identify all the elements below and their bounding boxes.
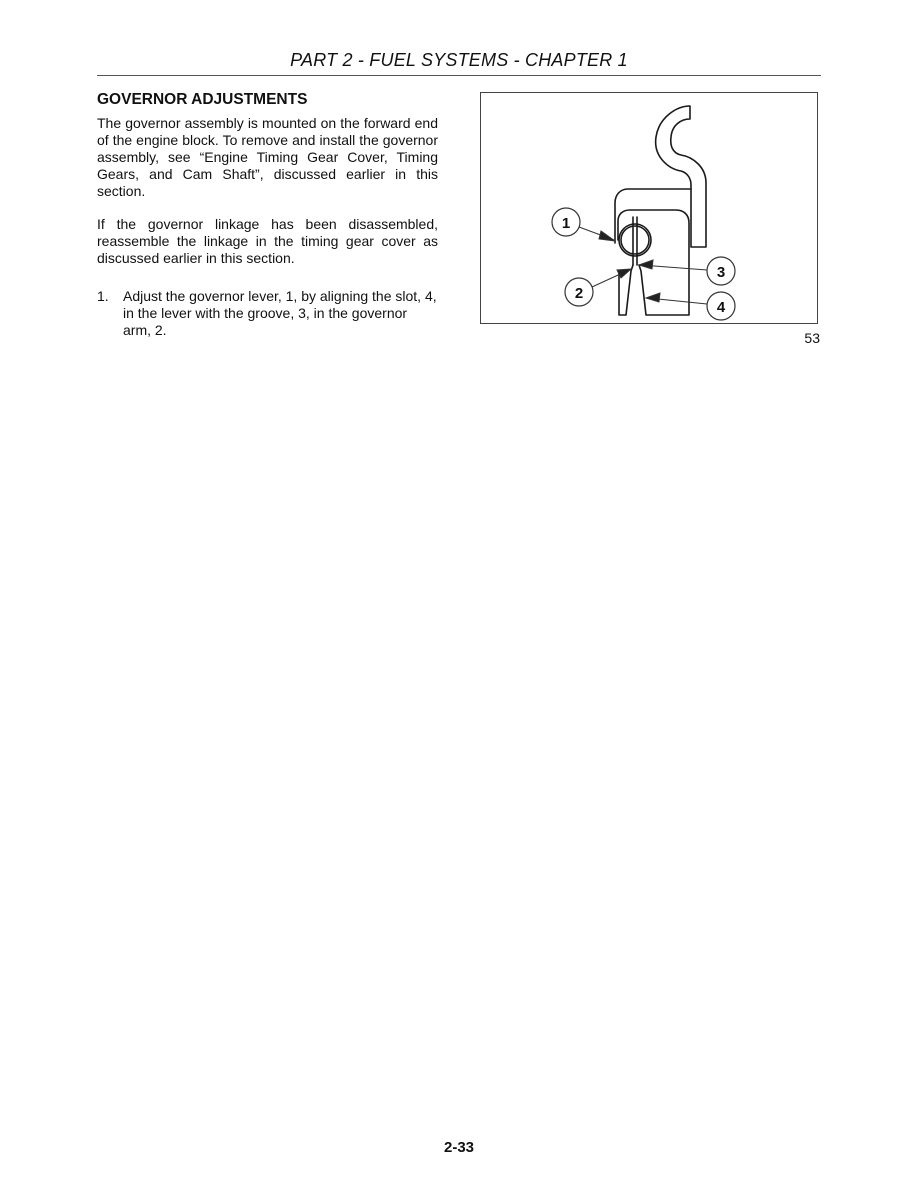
- callout-3: 3: [716, 264, 726, 281]
- callout-2: 2: [574, 285, 584, 302]
- page-header-title: PART 2 - FUEL SYSTEMS - CHAPTER 1: [290, 50, 628, 70]
- figure-governor-lever: [480, 92, 818, 324]
- step-text: Adjust the governor lever, 1, by aligning the slot, 4, in the lever with the groove, 3, in the governor arm, 2.: [123, 288, 437, 338]
- governor-lever-illustration: [481, 93, 819, 325]
- section-title: GOVERNOR ADJUSTMENTS: [97, 91, 308, 108]
- callout-1: 1: [561, 215, 571, 232]
- step-number: 1.: [97, 288, 109, 304]
- paragraph-linkage: If the governor linkage has been disassembled, reassemble the linkage in the timing gear cover as discussed earlier in this section.: [97, 216, 438, 266]
- paragraph-intro: The governor assembly is mounted on the forward end of the engine block. To remove and install the governor assembly, see “Engine Timing Gear Cover, Timing Gears, and Cam Shaft”, discussed earlier in this section.: [97, 115, 438, 199]
- figure-number: 53: [804, 330, 820, 346]
- header-divider: [97, 75, 821, 76]
- page-number: 2-33: [443, 1139, 475, 1156]
- callout-4: 4: [716, 299, 726, 316]
